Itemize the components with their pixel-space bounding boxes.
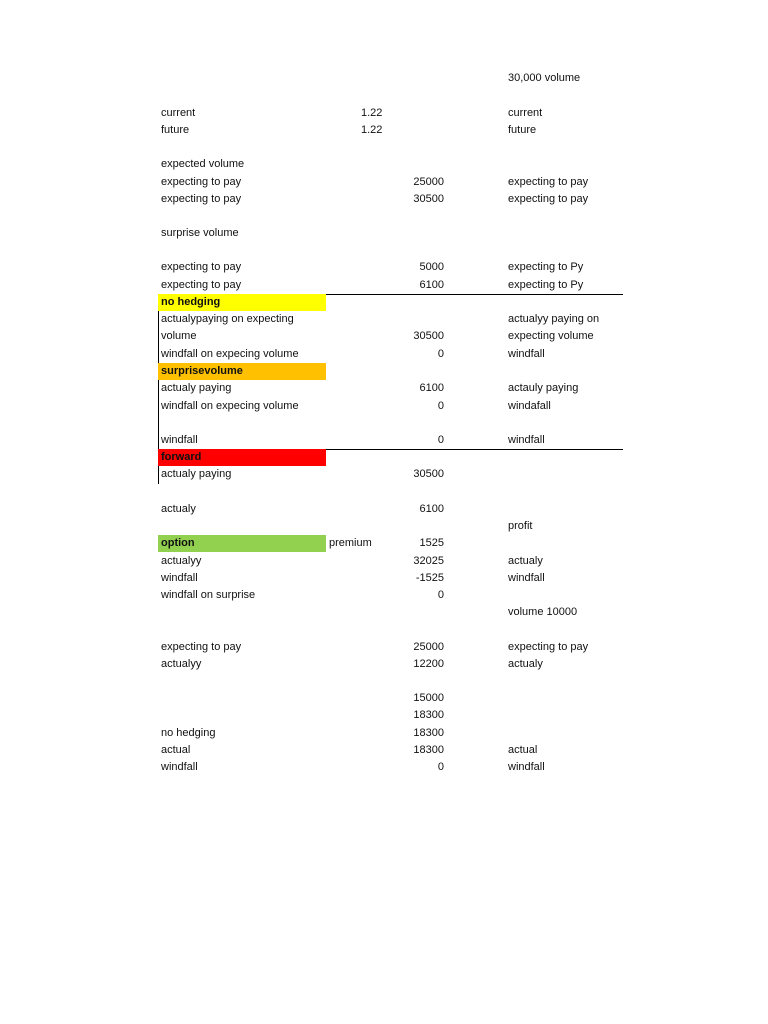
value-cell-25000: 25000 bbox=[413, 176, 444, 188]
label-cell-actual: actual bbox=[508, 744, 538, 756]
label-cell-windafall: windafall bbox=[508, 400, 551, 412]
label-cell-future: future bbox=[508, 124, 537, 136]
forward-header-cell: forward bbox=[158, 449, 326, 466]
label-cell-expected-volume: expected volume bbox=[161, 158, 245, 170]
value-cell-5000: 5000 bbox=[419, 261, 444, 273]
value-cell-1525: 1525 bbox=[419, 537, 444, 549]
label-cell-windfall-on-surprise: windfall on surprise bbox=[161, 589, 256, 601]
value-cell-18300: 18300 bbox=[413, 727, 444, 739]
label-cell-windfall: windfall bbox=[161, 572, 198, 584]
surprisevolume-header-cell: surprisevolume bbox=[158, 363, 326, 380]
label-cell-expecting-to-pay: expecting to pay bbox=[161, 176, 242, 188]
value-cell-15000: 15000 bbox=[413, 692, 444, 704]
value-cell-0: 0 bbox=[437, 434, 444, 446]
label-cell-windfall: windfall bbox=[508, 348, 545, 360]
label-cell-30-000-volume: 30,000 volume bbox=[508, 72, 581, 84]
label-cell-actual: actual bbox=[161, 744, 191, 756]
label-cell-expecting-to-pay: expecting to pay bbox=[508, 176, 589, 188]
value-cell-12200: 12200 bbox=[413, 658, 444, 670]
label-cell-actualy-paying: actualy paying bbox=[161, 382, 232, 394]
label-cell-actualyy: actualyy bbox=[161, 555, 202, 567]
value-cell-32025: 32025 bbox=[413, 555, 444, 567]
label-cell-expecting-to-py: expecting to Py bbox=[508, 261, 584, 273]
value-cell-1-22: 1.22 bbox=[361, 107, 383, 119]
label-cell-expecting-to-pay: expecting to pay bbox=[161, 279, 242, 291]
label-cell-expecting-to-pay: expecting to pay bbox=[161, 261, 242, 273]
label-cell-windfall: windfall bbox=[161, 761, 198, 773]
label-cell-expecting-to-pay: expecting to pay bbox=[161, 193, 242, 205]
value-cell-0: 0 bbox=[437, 400, 444, 412]
value-cell-25000: 25000 bbox=[413, 641, 444, 653]
value-cell-1-22: 1.22 bbox=[361, 124, 383, 136]
label-cell-actualy: actualy bbox=[508, 555, 543, 567]
label-cell-future: future bbox=[161, 124, 190, 136]
label-cell-premium: premium bbox=[329, 537, 372, 549]
label-cell-expecting-to-py: expecting to Py bbox=[508, 279, 584, 291]
value-cell-1525: -1525 bbox=[415, 572, 444, 584]
label-cell-volume: volume bbox=[161, 330, 197, 342]
value-cell-30500: 30500 bbox=[413, 468, 444, 480]
value-cell-0: 0 bbox=[437, 589, 444, 601]
label-cell-current: current bbox=[508, 107, 543, 119]
label-cell-windfall: windfall bbox=[508, 434, 545, 446]
value-cell-6100: 6100 bbox=[419, 279, 444, 291]
value-cell-18300: 18300 bbox=[413, 709, 444, 721]
value-cell-6100: 6100 bbox=[419, 503, 444, 515]
label-cell-expecting-to-pay: expecting to pay bbox=[508, 193, 589, 205]
label-cell-actualy-paying: actualy paying bbox=[161, 468, 232, 480]
label-cell-actualy: actualy bbox=[508, 658, 543, 670]
label-cell-windfall-on-expecing-volume: windfall on expecing volume bbox=[161, 400, 299, 412]
label-cell-windfall: windfall bbox=[508, 761, 545, 773]
value-cell-30500: 30500 bbox=[413, 193, 444, 205]
label-cell-actualyy-paying-on: actualyy paying on bbox=[508, 313, 600, 325]
label-cell-expecting-to-pay: expecting to pay bbox=[161, 641, 242, 653]
option-header-cell: option bbox=[158, 535, 326, 552]
no-hedging-header-cell: no hedging bbox=[158, 294, 326, 311]
label-cell-actualypaying-on-expecting: actualypaying on expecting bbox=[161, 313, 294, 325]
value-cell-30500: 30500 bbox=[413, 330, 444, 342]
label-cell-windfall: windfall bbox=[161, 434, 198, 446]
label-cell-windfall-on-expecing-volume: windfall on expecing volume bbox=[161, 348, 299, 360]
label-cell-expecting-to-pay: expecting to pay bbox=[508, 641, 589, 653]
value-cell-0: 0 bbox=[437, 348, 444, 360]
label-cell-surprise-volume: surprise volume bbox=[161, 227, 239, 239]
label-cell-actauly-paying: actauly paying bbox=[508, 382, 579, 394]
value-cell-0: 0 bbox=[437, 761, 444, 773]
label-cell-current: current bbox=[161, 107, 196, 119]
label-cell-expecting-volume: expecting volume bbox=[508, 330, 594, 342]
label-cell-actualyy: actualyy bbox=[161, 658, 202, 670]
label-cell-actualy: actualy bbox=[161, 503, 196, 515]
value-cell-6100: 6100 bbox=[419, 382, 444, 394]
label-cell-no-hedging: no hedging bbox=[161, 727, 216, 739]
label-cell-windfall: windfall bbox=[508, 572, 545, 584]
label-cell-profit: profit bbox=[508, 520, 533, 532]
label-cell-volume-10000: volume 10000 bbox=[508, 606, 578, 618]
value-cell-18300: 18300 bbox=[413, 744, 444, 756]
